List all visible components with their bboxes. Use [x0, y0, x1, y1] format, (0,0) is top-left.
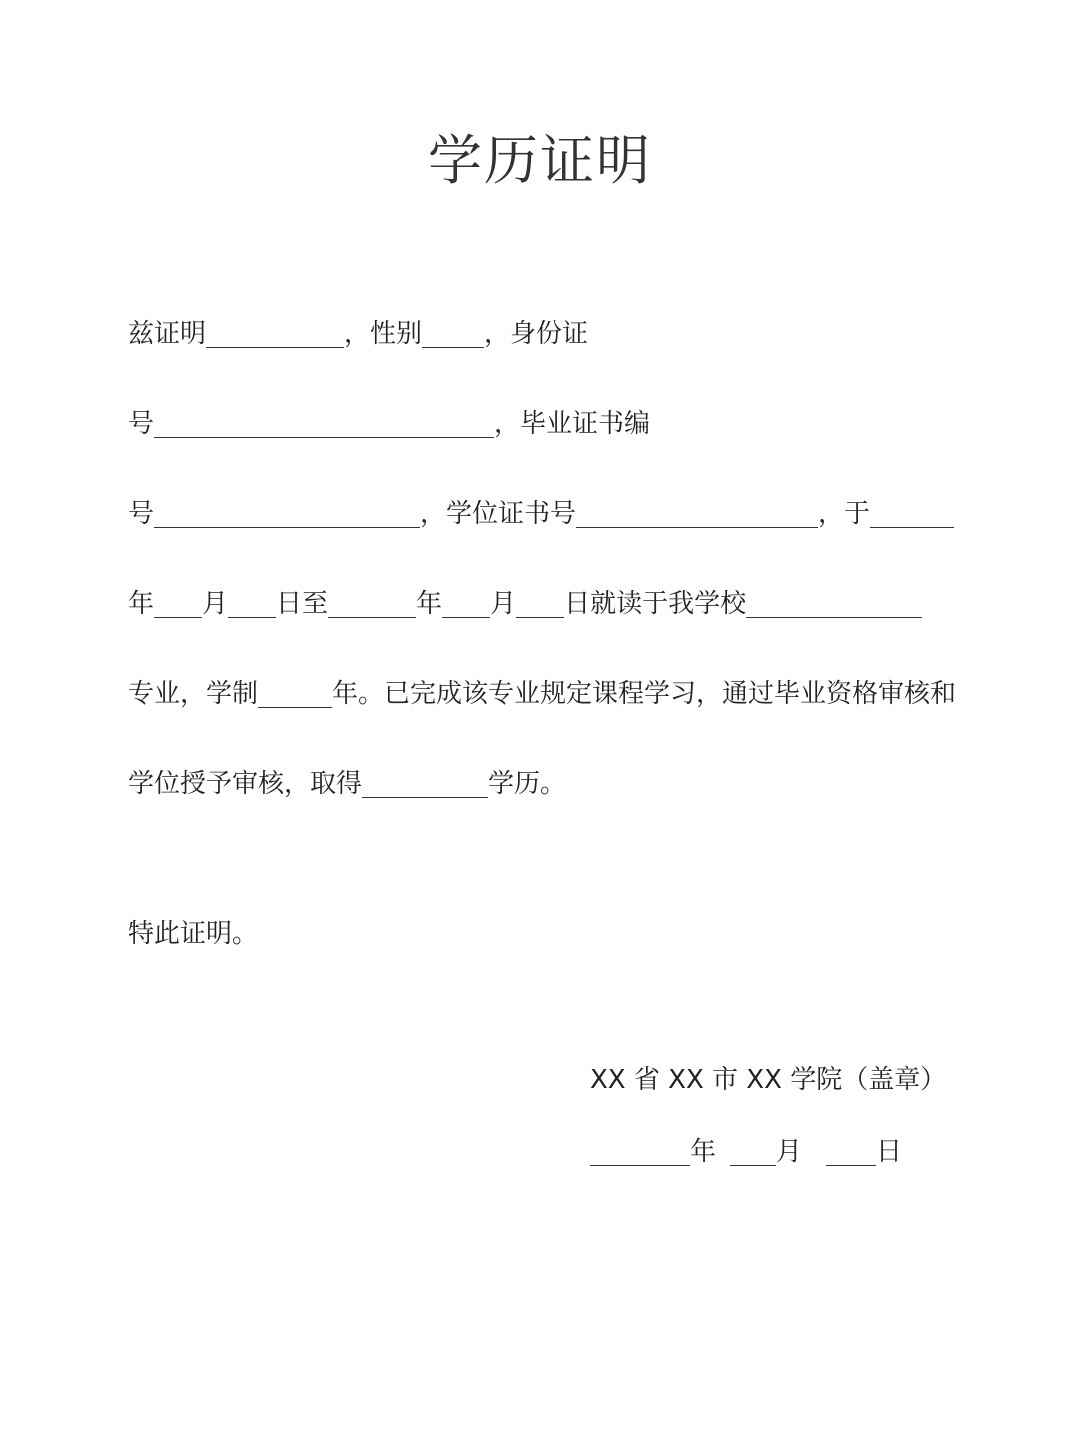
start-day-blank[interactable]: [228, 589, 276, 618]
document-title: 学历证明: [428, 129, 652, 192]
body-line-2: [128, 404, 650, 444]
diploma-number-blank[interactable]: [154, 499, 420, 528]
line2-text-2: ，毕业证书编: [494, 409, 651, 439]
line6-text-1: 学位授予审核，取得: [128, 769, 363, 799]
end-year-blank[interactable]: [328, 589, 416, 618]
line6-text-2: 学历。: [488, 769, 567, 799]
sign-day-blank[interactable]: [826, 1137, 876, 1166]
body-line-3: [128, 494, 954, 534]
id-number-blank[interactable]: [154, 409, 494, 438]
sign-month-label: 月: [776, 1137, 803, 1167]
sign-year-blank[interactable]: [590, 1137, 690, 1166]
issuer-line: [590, 1060, 946, 1100]
line1-text-2: ，性别: [344, 319, 423, 349]
body-line-4: [128, 584, 922, 624]
line4-text-1: 年: [128, 589, 155, 619]
line2-text-1: 号: [128, 409, 155, 439]
issuer-text: XX 省 XX 市 XX 学院（盖章）: [590, 1065, 947, 1095]
end-month-blank[interactable]: [442, 589, 490, 618]
body-line-1: [128, 314, 588, 354]
major-blank[interactable]: [746, 589, 922, 618]
closing-text: 特此证明。: [128, 919, 259, 949]
date-line: [590, 1132, 902, 1172]
degree-number-blank[interactable]: [576, 499, 818, 528]
start-year-blank[interactable]: [870, 499, 954, 528]
sign-month-blank[interactable]: [730, 1137, 776, 1166]
line1-text-1: 兹证明: [128, 319, 207, 349]
body-line-5: [128, 674, 956, 714]
line1-text-3: ，身份证: [484, 319, 589, 349]
sign-day-label: 日: [876, 1137, 903, 1167]
line4-text-3: 日至: [276, 589, 329, 619]
line4-text-5: 月: [490, 589, 517, 619]
line3-text-3: ，于: [818, 499, 871, 529]
line4-text-6: 日就读于我学校: [564, 589, 747, 619]
end-day-blank[interactable]: [516, 589, 564, 618]
program-length-blank[interactable]: [258, 679, 332, 708]
name-blank[interactable]: [206, 319, 344, 348]
closing-line: [128, 914, 258, 954]
line3-text-1: 号: [128, 499, 155, 529]
line4-text-4: 年: [416, 589, 443, 619]
line5-text-1: 专业，学制: [128, 679, 259, 709]
line4-text-2: 月: [202, 589, 229, 619]
line5-text-2: 年。已完成该专业规定课程学习，通过毕业资格审核和: [332, 679, 957, 709]
gender-blank[interactable]: [422, 319, 484, 348]
education-level-blank[interactable]: [362, 769, 488, 798]
body-line-6: [128, 764, 566, 804]
line3-text-2: ，学位证书号: [420, 499, 577, 529]
start-month-blank[interactable]: [154, 589, 202, 618]
sign-year-label: 年: [690, 1137, 717, 1167]
